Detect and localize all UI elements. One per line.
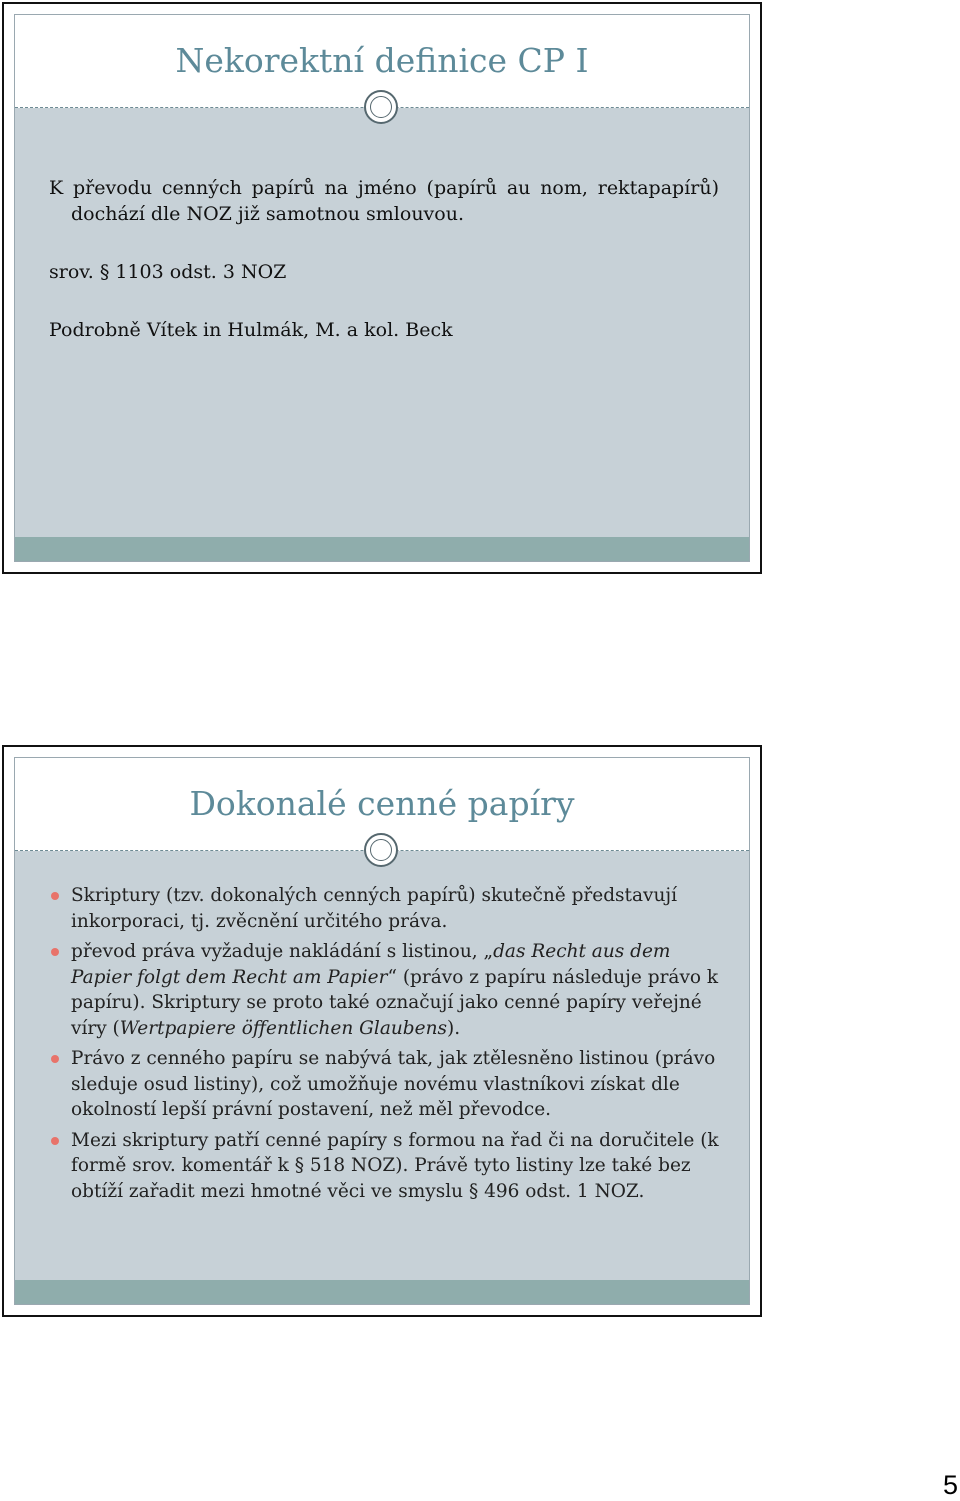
list-item-text: ). [446,1017,461,1039]
list-item-text: Mezi skriptury patří cenné papíry s formou na řad či na doručitele (k formě srov. komentář k § 518 NOZ). Právě tyto listiny lze také bez obtíží zařadit mezi hmotné věci ve smyslu § 496 odst. 1 NOZ. [71,1129,719,1202]
circle-ornament-icon [364,833,398,867]
list-item-text: Skriptury (tzv. dokonalých cenných papírů) skutečně představují inkorporaci, tj. zvěcnění určitého práva. [71,885,678,932]
list-item-emphasis: das Recht aus dem Papier folgt dem Recht am Papier [71,941,671,988]
bullet-icon [51,1055,59,1063]
slide-2-title: Dokonalé cenné papíry [189,784,575,823]
circle-ornament-icon [364,90,398,124]
slide-2 [2,745,762,1317]
slide-2-body [49,883,723,1209]
slide-1-title: Nekorektní definice CP I [175,41,589,80]
slide-2-content [14,757,750,1305]
list-item [49,939,723,1041]
list-item-emphasis: Wertpapiere öffentlichen Glaubens [119,1017,447,1039]
list-item-text: Právo z cenného papíru se nabývá tak, jak ztělesněno listinou (právo sleduje osud listiny), což umožňuje novému vlastníkovi získat dle okolností lepší právní postavení, než měl převodce. [71,1048,716,1120]
slide-1-source: Podrobně Vítek in Hulmák, M. a kol. Beck [49,319,453,341]
slide-2-footer-band [15,1280,749,1304]
slide-1-footer-band [15,537,749,561]
list-item-text: převod práva vyžaduje nakládání s listinou, „ [71,941,494,962]
slide-1-body [49,175,719,343]
list-item [49,1046,723,1123]
list-item [49,883,723,934]
bullet-icon [51,1137,59,1145]
slide-1-reference: srov. § 1103 odst. 3 NOZ [49,261,287,283]
page-number: 5 [942,1470,958,1500]
bullet-list [49,883,723,1204]
list-item-text: “ (právo z papíru následuje právo k papíru). Skriptury se proto také označují jako cenné papíry veřejné víry ( [71,966,719,1039]
slide-1-content [14,14,750,562]
slide-1-paragraph: K převodu cenných papírů na jméno (papírů au nom, rektapapírů) dochází dle NOZ již samotnou smlouvou. [49,177,719,225]
bullet-icon [51,948,59,956]
bullet-icon [51,892,59,900]
list-item [49,1128,723,1205]
slide-1 [2,2,762,574]
